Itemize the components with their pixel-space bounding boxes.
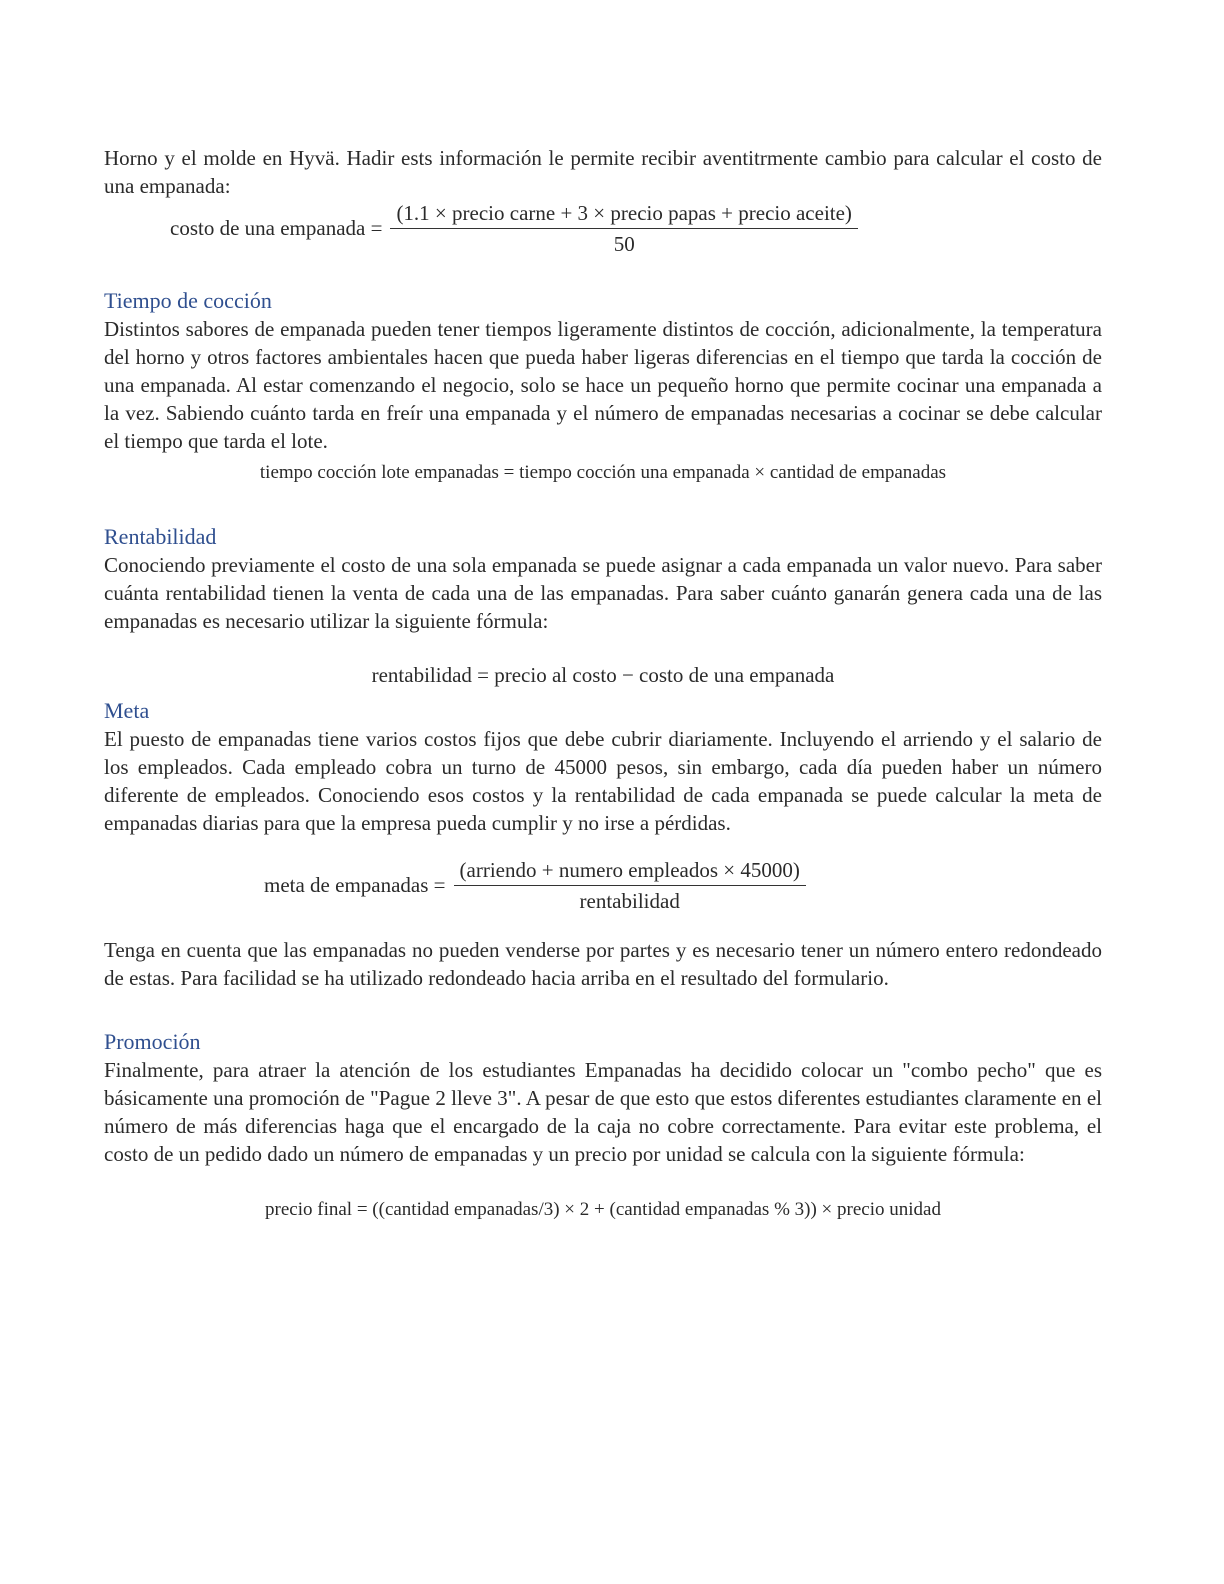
rentabilidad-paragraph: Conociendo previamente el costo de una sola empanada se puede asignar a cada empanada un valor nuevo. Para saber cuánta rentabilidad tienen la venta de cada una de las empanadas. Para saber cuánto ganarán genera cada una de las empanadas es necesario utilizar la siguiente fórmula:	[104, 553, 1102, 633]
promocion-paragraph: Finalmente, para atraer la atención de los estudiantes Empanadas ha decidido colocar un "combo pecho" que es básicamente una promoción de "Pague 2 lleve 3". A pesar de que esto que estos diferentes estudiantes claramente en el número de más diferencias haga que el encargado de la caja no cobre correctamente. Para evitar este problema, el costo de un pedido dado un número de empanadas y un precio por unidad se calcula con la siguiente fórmula:	[104, 1058, 1102, 1166]
cost-formula-numerator: (1.1 × precio carne + 3 × precio papas + precio aceite)	[390, 200, 858, 229]
cost-formula	[170, 200, 1102, 257]
meta-heading: Meta	[104, 698, 150, 723]
meta-formula	[264, 857, 1102, 914]
meta-formula-denominator: rentabilidad	[579, 889, 680, 913]
meta-formula-lhs: meta de empanadas =	[264, 873, 446, 897]
meta-note: Tenga en cuenta que las empanadas no pueden venderse por partes y es necesario tener un número entero redondeado de estas. Para facilidad se ha utilizado redondeado hacia arriba en el resultado del formulario.	[104, 938, 1102, 990]
promocion-heading: Promoción	[104, 1029, 201, 1054]
tiempo-paragraph: Distintos sabores de empanada pueden tener tiempos ligeramente distintos de cocción, adicionalmente, la temperatura del horno y otros factores ambientales hacen que pueda haber ligeras diferencias en el tiempo que tarda la cocción de una empanada. Al estar comenzando el negocio, solo se hace un pequeño horno que permite cocinar una empanada a la vez. Sabiendo cuánto tarda en freír una empanada y el número de empanadas necesarias a cocinar se debe calcular el tiempo que tarda el lote.	[104, 317, 1102, 453]
cost-formula-fraction	[390, 200, 858, 257]
rentabilidad-heading: Rentabilidad	[104, 524, 217, 549]
cost-formula-denominator: 50	[613, 232, 635, 256]
promocion-formula: precio final = ((cantidad empanadas/3) × 2 + (cantidad empanadas % 3)) × precio unidad	[265, 1199, 941, 1220]
rentabilidad-formula: rentabilidad = precio al costo − costo de una empanada	[371, 663, 835, 687]
tiempo-heading: Tiempo de cocción	[104, 288, 272, 313]
cost-formula-lhs: costo de una empanada =	[170, 216, 383, 240]
tiempo-formula: tiempo cocción lote empanadas = tiempo cocción una empanada × cantidad de empanadas	[259, 462, 947, 483]
meta-formula-fraction	[454, 857, 806, 914]
meta-formula-numerator: (arriendo + numero empleados × 45000)	[454, 857, 806, 886]
intro-paragraph: Horno y el molde en Hyvä. Hadir ests información le permite recibir aventitrmente cambio para calcular el costo de una empanada:	[104, 146, 1102, 198]
meta-paragraph: El puesto de empanadas tiene varios costos fijos que debe cubrir diariamente. Incluyendo el arriendo y el salario de los empleados. Cada empleado cobra un turno de 45000 pesos, sin embargo, cada día pueden haber un número diferente de empleados. Conociendo esos costos y la rentabilidad de cada empanada se puede calcular la meta de empanadas diarias para que la empresa pueda cumplir y no irse a pérdidas.	[104, 727, 1102, 835]
document-page	[104, 144, 1102, 1224]
